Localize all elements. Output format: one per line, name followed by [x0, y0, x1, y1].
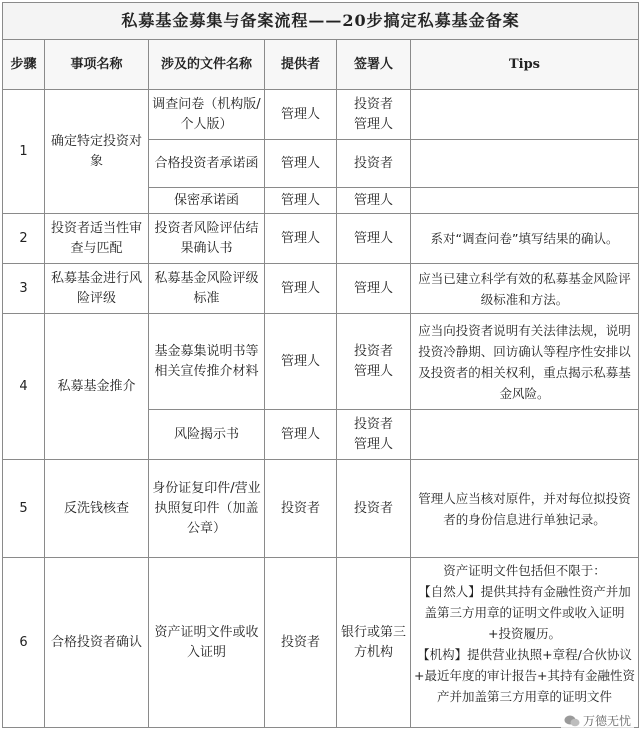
- step-item: 投资者适当性审查与匹配: [45, 214, 149, 264]
- doc-provider: 管理人: [265, 214, 337, 264]
- doc-provider: 投资者: [265, 558, 337, 728]
- header-item: 事项名称: [45, 40, 149, 90]
- doc-tips: 应当向投资者说明有关法律法规，说明投资冷静期、回访确认等程序性安排以及投资者的相关权利，重点揭示私募基金风险。: [411, 314, 639, 410]
- tips-line: 资产证明文件包括但不限于：: [443, 563, 606, 578]
- doc-signer: 投资者 管理人: [337, 90, 411, 140]
- watermark: [561, 712, 634, 729]
- doc-name: 私募基金风险评级标准: [149, 264, 265, 314]
- step-item: 私募基金推介: [45, 314, 149, 460]
- doc-signer: 管理人: [337, 188, 411, 214]
- doc-tips: [411, 558, 639, 728]
- doc-name: 投资者风险评估结果确认书: [149, 214, 265, 264]
- tips-line: 【机构】提供营业执照+章程/合伙协议+最近年度的审计报告+其持有金融性资产并加盖第三方用章的证明文件: [414, 647, 635, 704]
- doc-signer: 银行或第三方机构: [337, 558, 411, 728]
- doc-tips: 应当已建立科学有效的私募基金风险评级标准和方法。: [411, 264, 639, 314]
- doc-name: 保密承诺函: [149, 188, 265, 214]
- doc-signer: 投资者 管理人: [337, 314, 411, 410]
- doc-tips: 管理人应当核对原件，并对每位拟投资者的身份信息进行单独记录。: [411, 460, 639, 558]
- tips-line: 【自然人】提供其持有金融性资产并加盖第三方用章的证明文件或收入证明+投资履历。: [418, 584, 631, 641]
- step-number: 5: [3, 460, 45, 558]
- doc-signer: 投资者: [337, 140, 411, 188]
- watermark-text: 万德无忧: [582, 714, 631, 728]
- step-item: 合格投资者确认: [45, 558, 149, 728]
- header-tips: Tips: [411, 40, 639, 90]
- chat-bubble-icon: [564, 714, 580, 728]
- doc-name: 调查问卷（机构版/个人版）: [149, 90, 265, 140]
- step-number: 1: [3, 90, 45, 214]
- step-number: 4: [3, 314, 45, 460]
- doc-name: 合格投资者承诺函: [149, 140, 265, 188]
- step-number: 3: [3, 264, 45, 314]
- table-row: [3, 460, 639, 558]
- doc-tips: [411, 188, 639, 214]
- doc-tips: [411, 90, 639, 140]
- doc-name: 身份证复印件/营业执照复印件（加盖公章）: [149, 460, 265, 558]
- header-step: 步骤: [3, 40, 45, 90]
- table-row: [3, 90, 639, 140]
- table-row: [3, 558, 639, 728]
- header-docs: 涉及的文件名称: [149, 40, 265, 90]
- table-row: [3, 314, 639, 410]
- doc-provider: 管理人: [265, 264, 337, 314]
- step-item: 私募基金进行风险评级: [45, 264, 149, 314]
- doc-tips: 系对“调查问卷”填写结果的确认。: [411, 214, 639, 264]
- step-number: 2: [3, 214, 45, 264]
- doc-tips: [411, 410, 639, 460]
- header-provider: 提供者: [265, 40, 337, 90]
- doc-signer: 管理人: [337, 214, 411, 264]
- doc-provider: 管理人: [265, 188, 337, 214]
- step-item: 确定特定投资对象: [45, 90, 149, 214]
- table-row: [3, 264, 639, 314]
- table-title: 私募基金募集与备案流程——20步搞定私募基金备案: [3, 3, 639, 40]
- doc-signer: 管理人: [337, 264, 411, 314]
- filing-process-table: [2, 2, 639, 728]
- doc-provider: 管理人: [265, 90, 337, 140]
- doc-provider: 管理人: [265, 410, 337, 460]
- doc-name: 基金募集说明书等相关宣传推介材料: [149, 314, 265, 410]
- step-number: 6: [3, 558, 45, 728]
- table-row: [3, 214, 639, 264]
- doc-provider: 管理人: [265, 314, 337, 410]
- doc-tips: [411, 140, 639, 188]
- doc-name: 风险揭示书: [149, 410, 265, 460]
- doc-name: 资产证明文件或收入证明: [149, 558, 265, 728]
- header-signer: 签署人: [337, 40, 411, 90]
- step-item: 反洗钱核查: [45, 460, 149, 558]
- doc-provider: 投资者: [265, 460, 337, 558]
- doc-provider: 管理人: [265, 140, 337, 188]
- doc-signer: 投资者 管理人: [337, 410, 411, 460]
- doc-signer: 投资者: [337, 460, 411, 558]
